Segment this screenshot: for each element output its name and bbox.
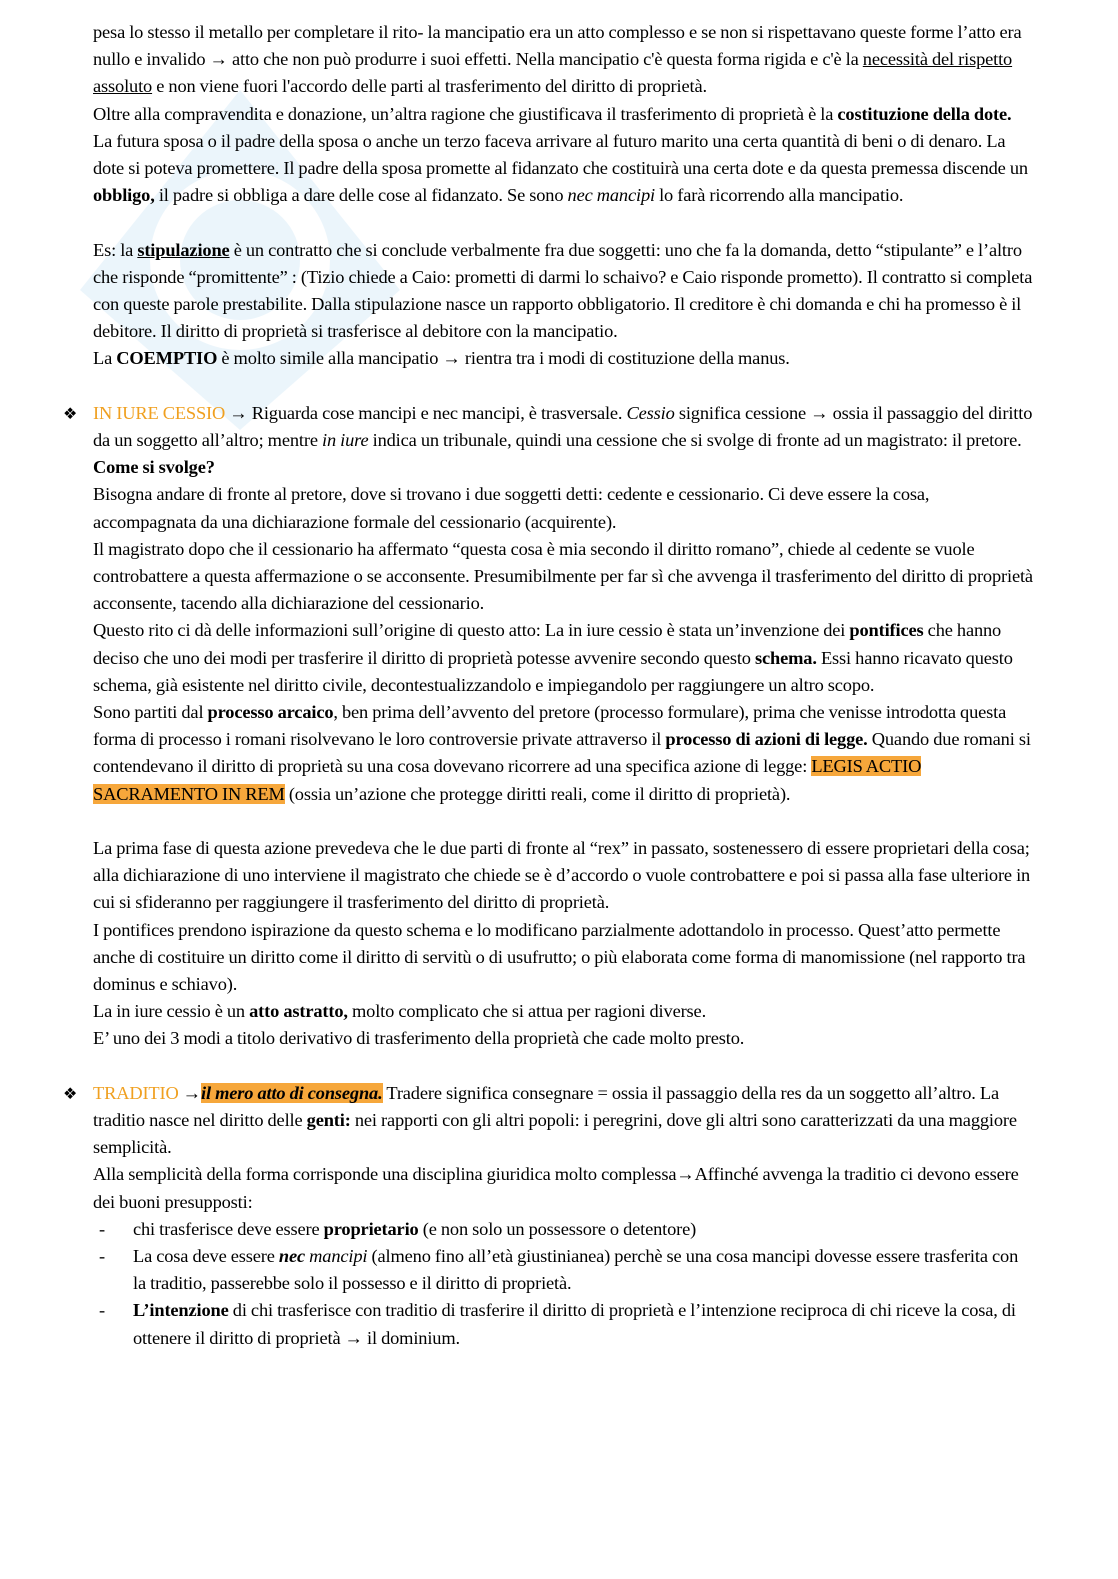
paragraph-mancipatio-forma: [93, 19, 1033, 101]
paragraph-atto-astratto: [93, 998, 1033, 1025]
list-item: [93, 1243, 1033, 1297]
diamond-bullet-icon: ❖: [63, 403, 78, 423]
text: Sono partiti dal: [93, 702, 208, 723]
paragraph-pontifices: [93, 617, 1033, 699]
paragraph-magistrato: Il magistrato dopo che il cessionario ha affermato “questa cosa è mia secondo il diritto romano”, chiede al cedente se vuole controbattere a questa affermazione o se acconsente. Presumibilmente per far sì che avvenga il trasferimento del diritto di proprietà acconsente, tacendo alla dichiarazione del cessionario.: [93, 538, 1033, 614]
bold-heading: Come si svolge?: [93, 457, 215, 478]
paragraph-traditio-intro: [93, 1080, 1033, 1162]
section-in-iure-cessio: [63, 400, 1033, 1053]
text: e non viene fuori l'accordo delle parti al trasferimento del diritto di proprietà.: [152, 76, 707, 97]
paragraph-ispirazione: I pontifices prendono ispirazione da questo schema e lo modificano parzialmente adottandolo in processo. Quest’atto permette anche di costituire un diritto come il diritto di servitù o di usufrutto; o più elaborata come forma di manomissione (nel rapporto tra dominus e schiavo).: [93, 919, 1026, 995]
text: di chi trasferisce con traditio di trasferire il diritto di proprietà e l’intenzione reciproca di chi riceve la cosa, di ottenere il diritto di proprietà → il dominium.: [133, 1300, 1016, 1348]
underlined-text: necessità del rispetto assoluto: [93, 49, 1013, 97]
text: molto complicato che si attua per ragioni diverse.: [347, 1001, 707, 1022]
paragraph-stipulazione: [93, 237, 1033, 346]
text: La cosa deve essere: [133, 1246, 279, 1267]
bold-term: proprietario: [323, 1218, 419, 1239]
diamond-bullet-icon: ❖: [63, 1083, 78, 1103]
text: La in iure cessio è un: [93, 1001, 250, 1022]
section-title: TRADITIO: [93, 1082, 179, 1103]
text: Essi hanno ricavato questo schema, già esistente nel diritto civile, decontestualizzandolo e impiegandolo per raggiungere un altro scopo.: [93, 647, 1013, 695]
paragraph-tre-modi: E’ uno dei 3 modi a titolo derivativo di trasferimento della proprietà che cade molto presto.: [93, 1028, 745, 1049]
text: La futura sposa o il padre della sposa o anche un terzo faceva arrivare al futuro marito una certa quantità di beni o di denaro. La dote si poteva promettere. Il padre della sposa promette al fidanzato che costituirà una certa dote e da questa premessa discende un: [93, 130, 1028, 179]
highlighted-term: il mero atto di consegna.: [201, 1082, 383, 1103]
text: nei rapporti con gli altri popoli: i peregrini, dove gli altri sono caratterizzati da una maggiore semplicità.: [93, 1110, 1017, 1158]
bold-term: genti:: [306, 1110, 351, 1131]
text: chi trasferisce deve essere: [133, 1218, 324, 1239]
bold-term: atto astratto,: [249, 1001, 348, 1022]
dash-bullet: -: [99, 1300, 105, 1321]
italic-term: mancipi: [305, 1246, 368, 1267]
paragraph-in-iure-cessio-intro: [93, 400, 1033, 454]
text: è un contratto che si conclude verbalmente fra due soggetti: uno che fa la domanda, detto “stipulante” e l’altro che risponde “promittente” : (Tizio chiede a Caio: prometti di darmi lo schaivo? e Caio risponde prometto). Il contratto si completa con queste parole prestabilite. Dalla stipulazione nasce un rapporto obbligatorio. Il creditore è chi domanda e chi ha promesso è il debitore. Il diritto di proprietà si trasferisce al debitore con la mancipatio.: [93, 239, 1033, 342]
text: (e non solo un possessore o detentore): [418, 1218, 697, 1239]
bold-term: COEMPTIO: [116, 348, 218, 369]
text: , ben prima dell’avvento del pretore (processo formulare), prima che venisse introdotta questa forma di processo i romani risolvevano le loro controversie private attraverso il: [93, 702, 1007, 750]
bold-italic-term: nec: [278, 1246, 306, 1267]
bold-term: pontifices: [849, 620, 924, 641]
text: (almeno fino all’età giustinianea) perchè se una cosa mancipi dovesse essere trasferita con la traditio, passerebbe solo il possesso e il diritto di proprietà.: [133, 1246, 1019, 1294]
paragraph-coemptio: [93, 345, 1033, 372]
text: La: [93, 348, 117, 369]
text: che hanno deciso che uno dei modi per trasferire il diritto di proprietà potesse avvenire secondo questo: [93, 620, 1002, 668]
highlighted-term: LEGIS ACTIO SACRAMENTO IN REM: [93, 756, 922, 804]
bold-term: L’intenzione: [133, 1300, 229, 1321]
text: Tradere significa consegnare = ossia il passaggio della res da un soggetto all’altro. La traditio nasce nel diritto delle: [93, 1082, 999, 1131]
text: pesa lo stesso il metallo per completare il rito- la mancipatio era un atto complesso e se non si rispettavano queste forme l’atto era nullo e invalido → atto che non può produrre i suoi effetti. Nella mancipatio c'è questa forma rigida e c'è la: [93, 22, 1022, 70]
bold-term: processo di azioni di legge.: [665, 729, 868, 750]
section-title: IN IURE CESSIO: [93, 402, 226, 423]
bold-term: costituzione della dote.: [837, 103, 1012, 124]
list-item: [93, 1216, 1033, 1243]
text: Oltre alla compravendita e donazione, un’altra ragione che giustificava il trasferimento di proprietà è la: [93, 103, 838, 124]
text: significa cessione → ossia il passaggio del diritto da un soggetto all’altro; mentre: [93, 402, 1033, 451]
dash-bullet: -: [99, 1246, 105, 1267]
spacer: [93, 373, 1033, 400]
bold-term: obbligo,: [93, 185, 155, 206]
text: Quando due romani si contendevano il diritto di proprietà su una cosa dovevano ricorrere ad una specifica azione di legge:: [93, 729, 1031, 777]
section-traditio: [63, 1080, 1033, 1352]
spacer: [93, 808, 1033, 835]
text: è molto simile alla mancipatio → rientra tra i modi di costituzione della manus.: [217, 348, 790, 369]
text: Questo rito ci dà delle informazioni sull’origine di questo atto: La in iure cessio è stata un’invenzione dei: [93, 620, 850, 641]
spacer: [93, 209, 1033, 236]
paragraph-processo-arcaico: [93, 699, 1033, 808]
bold-term: schema.: [755, 647, 817, 668]
bold-term: processo arcaico: [207, 702, 334, 723]
bold-underlined-term: stipulazione: [137, 239, 230, 260]
text: lo farà ricorrendo alla mancipatio.: [654, 185, 904, 206]
paragraph-prima-fase: La prima fase di questa azione prevedeva che le due parti di fronte al “rex” in passato, sostenessero di essere proprietari della cosa; alla dichiarazione di uno interviene il magistrato che chiede se è d’accordo o vuole controbattere e poi si passa alla fase ulteriore in cui si sfideranno per raggiungere il trasferimento del diritto di proprietà.: [93, 838, 1031, 913]
list-item: [93, 1297, 1033, 1351]
paragraph-semplicita: Alla semplicità della forma corrisponde una disciplina giuridica molto complessa→Affinché avvenga la traditio ci devono essere dei buoni presupposti:: [93, 1164, 1019, 1212]
text: Es: la: [93, 239, 138, 260]
text: (ossia un’azione che protegge diritti reali, come il diritto di proprietà).: [284, 783, 791, 804]
paragraph-pretore: Bisogna andare di fronte al pretore, dove si trovano i due soggetti detti: cedente e cessionario. Ci deve essere la cosa, accompagnata da una dichiarazione formale del cessionario (acquirente).: [93, 484, 930, 532]
italic-term: in iure: [321, 430, 369, 451]
text: indica un tribunale, quindi una cessione che si svolge di fronte ad un magistrato: il pretore.: [368, 430, 1022, 451]
text: → Riguarda cose mancipi e nec mancipi, è trasversale.: [225, 402, 627, 423]
presupposti-list: [93, 1216, 1033, 1352]
italic-term: Cessio: [626, 402, 675, 423]
spacer: [93, 1053, 1033, 1080]
dash-bullet: -: [99, 1218, 105, 1239]
arrow-text: →: [178, 1082, 202, 1103]
document-content: [63, 19, 1033, 1352]
text: il padre si obbliga a dare delle cose al fidanzato. Se sono: [154, 185, 568, 206]
paragraph-dote: [93, 101, 1033, 210]
italic-term: nec mancipi: [567, 185, 655, 206]
subheading-come-si-svolge: [93, 454, 1033, 481]
